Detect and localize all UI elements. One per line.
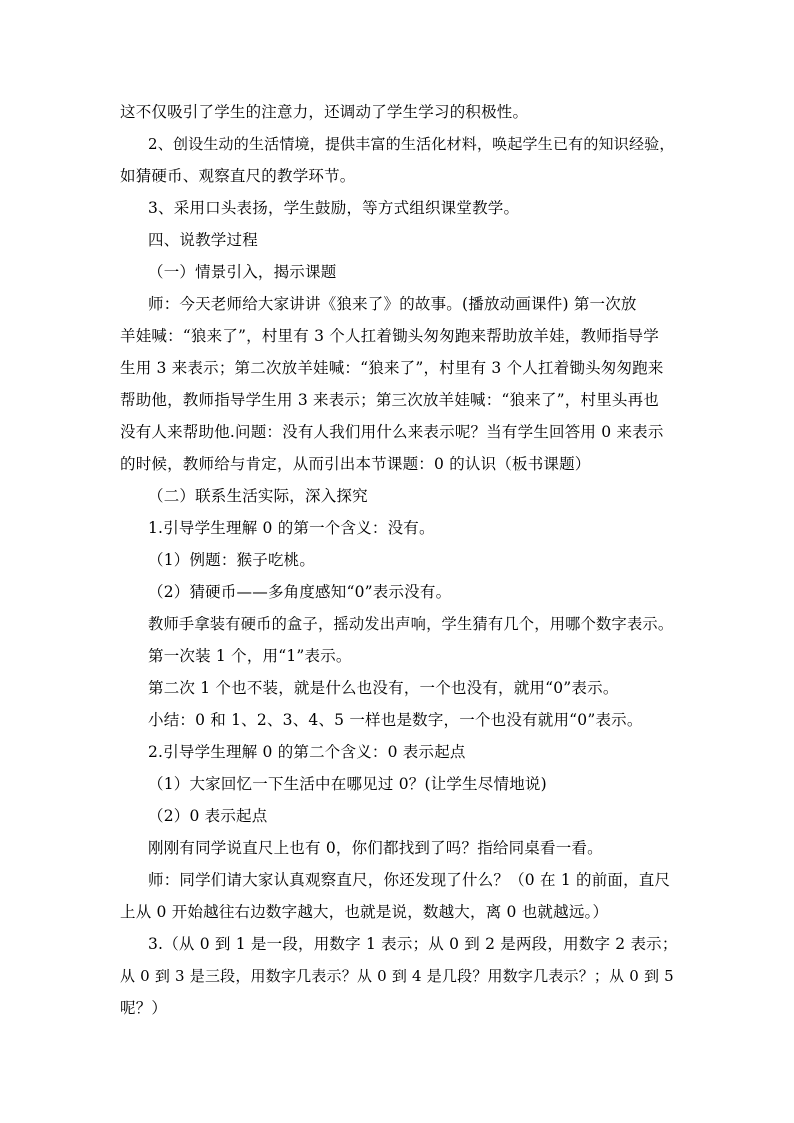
paragraph-line: 如猜硬币、观察直尺的教学环节。 [120, 167, 356, 185]
paragraph-line: 刚刚有同学说直尺上也有 0，你们都找到了吗？指给同桌看一看。 [148, 839, 603, 857]
paragraph-line: 教师手拿装有硬币的盒子，摇动发出声响，学生猜有几个，用哪个数字表示。 [148, 615, 674, 633]
paragraph-line: 2.引导学生理解 0 的第二个含义：0 表示起点 [148, 743, 466, 761]
paragraph-line: （2）0 表示起点 [148, 807, 268, 825]
paragraph-line: 第一次装 1 个，用“1”表示。 [148, 647, 352, 665]
paragraph-line: 没有人来帮助他.问题：没有人我们用什么来表示呢？当有学生回答用 0 来表示 [120, 423, 664, 441]
paragraph-line: 3、采用口头表扬，学生鼓励，等方式组织课堂教学。 [148, 199, 520, 217]
paragraph-line: 的时候，教师给与肯定，从而引出本节课题：0 的认识（板书课题） [120, 455, 591, 473]
paragraph-line: 呢？） [120, 999, 168, 1017]
section-heading: 四、说教学过程 [148, 231, 258, 249]
paragraph-line: 小结：0 和 1、2、3、4、5 一样也是数字，一个也没有就用“0”表示。 [148, 711, 643, 729]
paragraph-line: 2、创设生动的生活情境，提供丰富的生活化材料，唤起学生已有的知识经验， [148, 135, 675, 153]
paragraph-line: 这不仅吸引了学生的注意力，还调动了学生学习的积极性。 [120, 103, 529, 121]
paragraph-line: （2）猜硬币——多角度感知“0”表示没有。 [148, 583, 452, 601]
paragraph-line: 1.引导学生理解 0 的第一个含义：没有。 [148, 519, 435, 537]
paragraph-line: （1）大家回忆一下生活中在哪见过 0？(让学生尽情地说) [148, 775, 547, 793]
subsection-heading: （一）情景引入，揭示课题 [148, 263, 337, 281]
paragraph-line: 第二次 1 个也不装，就是什么也没有，一个也没有，就用“0”表示。 [148, 679, 619, 697]
paragraph-line: 生用 3 来表示；第二次放羊娃喊：“狼来了”，村里有 3 个人扛着锄头匆匆跑来 [120, 359, 664, 377]
paragraph-line: 师：今天老师给大家讲讲《狼来了》的故事。(播放动画课件) 第一次放 [148, 295, 637, 313]
paragraph-line: （1）例题：猴子吃桃。 [148, 551, 316, 569]
subsection-heading: （二）联系生活实际，深入探究 [148, 487, 368, 505]
paragraph-line: 3.（从 0 到 1 是一段，用数字 1 表示；从 0 到 2 是两段，用数字 2 表示； [148, 935, 678, 953]
paragraph-line: 帮助他，教师指导学生用 3 来表示；第三次放羊娃喊：“狼来了”，村里头再也 [120, 391, 659, 409]
paragraph-line: 上从 0 开始越往右边数字越大，也就是说，数越大，离 0 也就越远。） [120, 903, 609, 921]
paragraph-line: 师：同学们请大家认真观察直尺，你还发现了什么？（0 在 1 的前面，直尺 [148, 871, 671, 889]
paragraph-line: 从 0 到 3 是三段，用数字几表示？从 0 到 4 是几段？用数字几表示？；从 0 到 5 [120, 967, 674, 985]
paragraph-line: 羊娃喊：“狼来了”，村里有 3 个人扛着锄头匆匆跑来帮助放羊娃，教师指导学 [120, 327, 659, 345]
